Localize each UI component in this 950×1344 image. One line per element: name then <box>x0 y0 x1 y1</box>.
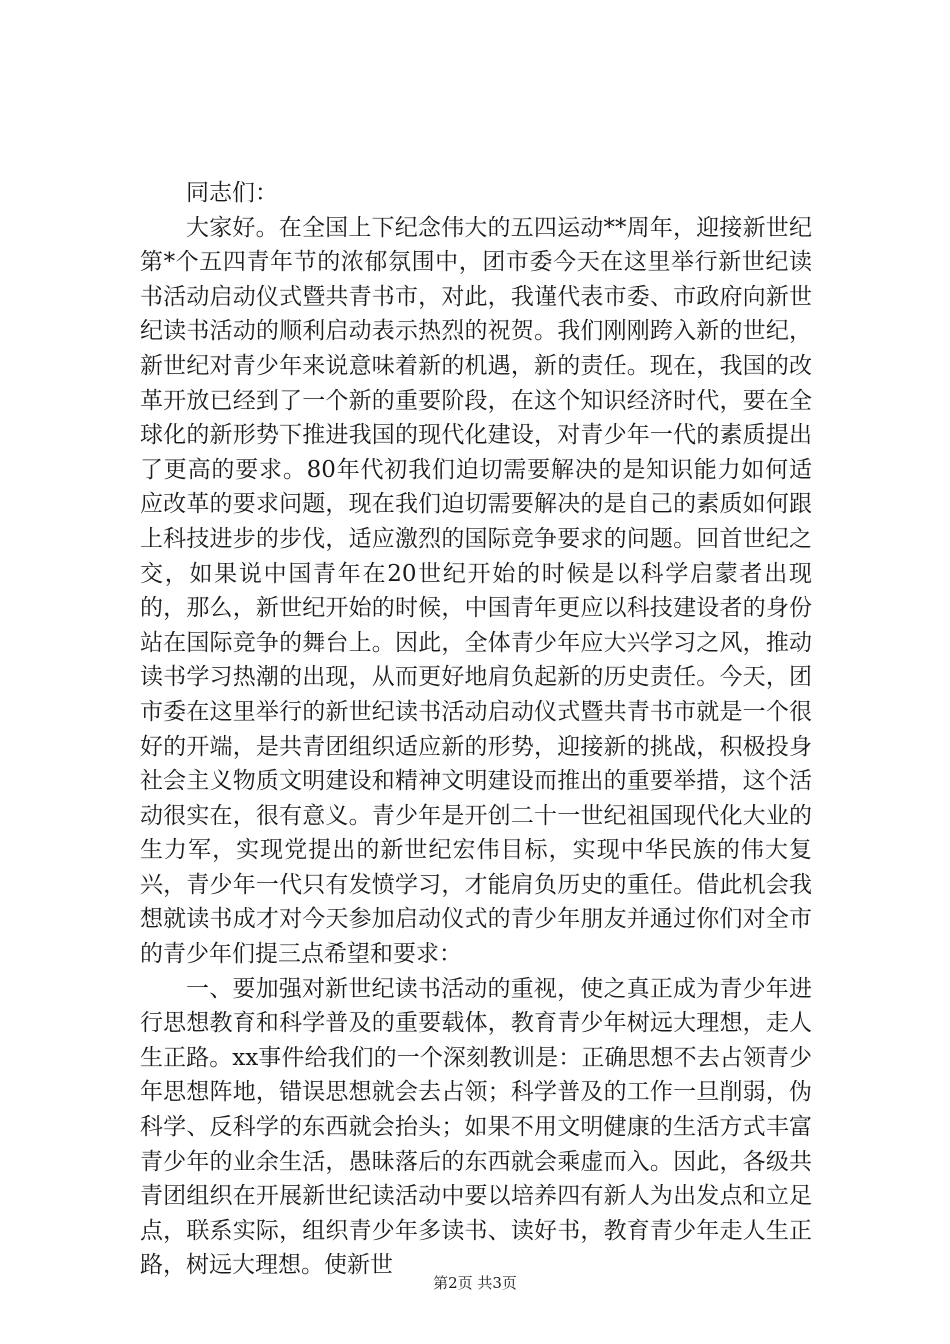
page-number-footer: 第2页 共3页 <box>433 1274 517 1292</box>
salutation: 同志们： <box>186 180 278 206</box>
paragraph-point-one: 一、要加强对新世纪读书活动的重视，使之真正成为青少年进行思想教育和科学普及的重要载体，教育青少年树远大理想，走人生正路。xx事件给我们的一个深刻教训是：正确思想不去占领青少年思想阵地，错误思想就会去占领；科学普及的工作一旦削弱，伪科学、反科学的东西就会抬头；如果不用文明健康的生活方式丰富青少年的业余生活，愚昧落后的东西就会乘虚而入。因此，各级共青团组织在开展新世纪读活动中要以培养四有新人为出发点和立足点，联系实际，组织青少年多读书、读好书，教育青少年走人生正路，树远大理想。使新世 <box>140 975 812 1279</box>
document-body <box>140 176 812 1283</box>
paragraph-opening: 大家好。在全国上下纪念伟大的五四运动**周年，迎接新世纪第*个五四青年节的浓郁氛围中，团市委今天在这里举行新世纪读书活动启动仪式暨共青书市，对此，我谨代表市委、市政府向新世纪读书活动的顺利启动表示热烈的祝贺。我们刚刚跨入新的世纪，新世纪对青少年来说意味着新的机遇，新的责任。现在，我国的改革开放已经到了一个新的重要阶段，在这个知识经济时代，要在全球化的新形势下推进我国的现代化建设，对青少年一代的素质提出了更高的要求。80年代初我们迫切需要解决的是知识能力如何适应改革的要求问题，现在我们迫切需要解决的是自己的素质如何跟上科技进步的步伐，适应激烈的国际竞争要求的问题。回首世纪之交，如果说中国青年在20世纪开始的时候是以科学启蒙者出现的，那么，新世纪开始的时候，中国青年更应以科技建设者的身份站在国际竞争的舞台上。因此，全体青少年应大兴学习之风，推动读书学习热潮的出现，从而更好地肩负起新的历史责任。今天，团市委在这里举行的新世纪读书活动启动仪式暨共青书市就是一个很好的开端，是共青团组织适应新的形势，迎接新的挑战，积极投身社会主义物质文明建设和精神文明建设而推出的重要举措，这个活动很实在，很有意义。青少年是开创二十一世纪祖国现代化大业的生力军，实现党提出的新世纪宏伟目标，实现中华民族的伟大复兴，青少年一代只有发愤学习，才能肩负历史的重任。借此机会我想就读书成才对今天参加启动仪式的青少年朋友并通过你们对全市的青少年们提三点希望和要求： <box>140 214 812 968</box>
